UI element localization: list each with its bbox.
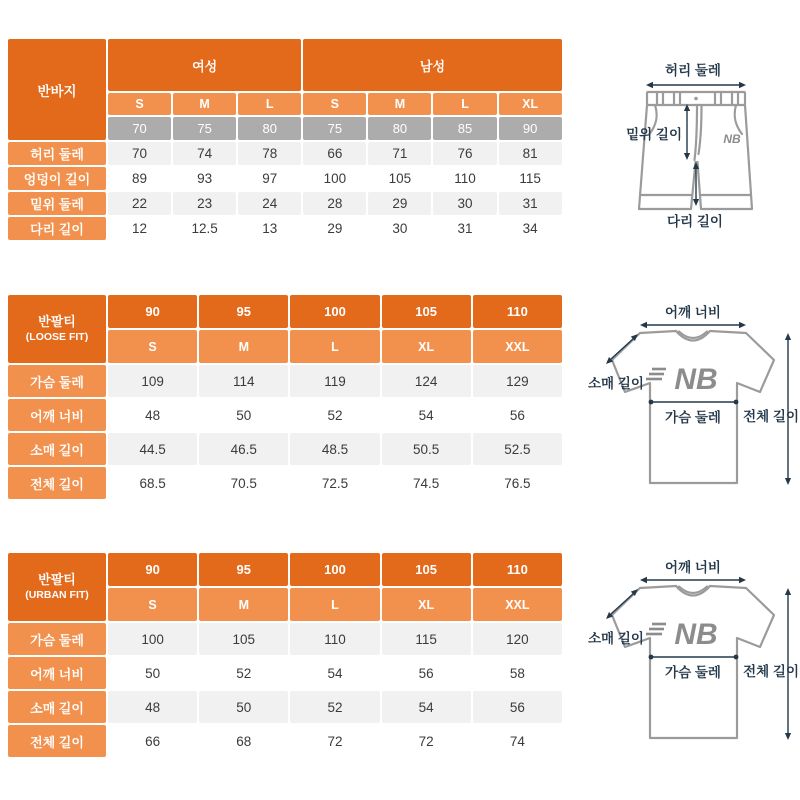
- value-cell: 76.5: [473, 467, 562, 499]
- value-cell: 34: [499, 217, 562, 240]
- table-row: [8, 433, 562, 465]
- value-cell: 22: [108, 192, 171, 215]
- numeric-size-header-cell: 110: [473, 553, 562, 586]
- value-cell: 68: [199, 725, 288, 757]
- length-label: 전체 길이: [743, 664, 799, 679]
- row-label-cell: 어깨 너비: [8, 399, 106, 431]
- value-cell: 58: [473, 657, 562, 689]
- numeric-size-header-cell: 90: [108, 553, 197, 586]
- numeric-size-cell: 80: [238, 117, 301, 140]
- value-cell: 52: [290, 691, 379, 723]
- size-header-cell: S: [108, 330, 197, 363]
- size-header-cell: L: [290, 330, 379, 363]
- value-cell: 12: [108, 217, 171, 240]
- value-cell: 105: [368, 167, 431, 190]
- value-cell: 44.5: [108, 433, 197, 465]
- value-cell: 93: [173, 167, 236, 190]
- value-cell: 100: [108, 623, 197, 655]
- table-row: [8, 365, 562, 397]
- tshirt-outline: [612, 586, 774, 738]
- size-header-cell: L: [290, 588, 379, 621]
- numeric-size-header-cell: 90: [108, 295, 197, 328]
- shoulder-label: 어깨 너비: [665, 560, 721, 575]
- size-header-cell: S: [108, 588, 197, 621]
- tshirt-diagram-loose: [588, 298, 800, 513]
- value-cell: 97: [238, 167, 301, 190]
- value-cell: 74: [473, 725, 562, 757]
- table-row: [8, 467, 562, 499]
- value-cell: 115: [499, 167, 562, 190]
- size-header-cell: M: [173, 93, 236, 115]
- chest-label: 가슴 둘레: [665, 665, 721, 680]
- value-cell: 50: [108, 657, 197, 689]
- rise-arrow: [684, 104, 690, 160]
- value-cell: 48: [108, 399, 197, 431]
- value-cell: 30: [368, 217, 431, 240]
- shoulder-arrow: [640, 322, 746, 329]
- shoulder-label: 어깨 너비: [665, 305, 721, 320]
- value-cell: 46.5: [199, 433, 288, 465]
- svg-text:NB: NB: [674, 618, 718, 651]
- value-cell: 68.5: [108, 467, 197, 499]
- chest-label: 가슴 둘레: [665, 410, 721, 425]
- waist-button: [694, 97, 698, 101]
- value-cell: 52.5: [473, 433, 562, 465]
- table-row: [8, 399, 562, 431]
- table-title-line1: 반팔티: [38, 314, 76, 330]
- value-cell: 48.5: [290, 433, 379, 465]
- table-title-cell: [8, 553, 106, 621]
- numeric-size-cell: 80: [368, 117, 431, 140]
- row-label-cell: 어깨 너비: [8, 657, 106, 689]
- row-label-cell: 소매 길이: [8, 691, 106, 723]
- size-header-cell: L: [433, 93, 496, 115]
- value-cell: 110: [290, 623, 379, 655]
- group-header-cell: 여성: [108, 39, 301, 91]
- value-cell: 66: [108, 725, 197, 757]
- row-label-cell: 가슴 둘레: [8, 623, 106, 655]
- shorts-figure: [595, 42, 795, 242]
- nb-logo: [646, 618, 718, 651]
- value-cell: 115: [382, 623, 471, 655]
- sleeve-arrow: [606, 589, 638, 619]
- nb-logo: NB: [723, 132, 741, 146]
- value-cell: 74: [173, 142, 236, 165]
- table-row: [8, 217, 562, 240]
- value-cell: 100: [303, 167, 366, 190]
- value-cell: 81: [499, 142, 562, 165]
- size-header-cell: XL: [382, 330, 471, 363]
- shoulder-arrow: [640, 577, 746, 584]
- value-cell: 70: [108, 142, 171, 165]
- shorts-size-table: [6, 37, 564, 242]
- row-label-cell: 가슴 둘레: [8, 365, 106, 397]
- row-label-cell: 허리 둘레: [8, 142, 106, 165]
- waist-arrow: [646, 82, 746, 89]
- row-label-cell: 전체 길이: [8, 467, 106, 499]
- tshirt-figure: [588, 553, 800, 768]
- value-cell: 129: [473, 365, 562, 397]
- size-header-cell: XXL: [473, 330, 562, 363]
- value-cell: 23: [173, 192, 236, 215]
- chest-line: [649, 400, 739, 405]
- size-header-cell: S: [108, 93, 171, 115]
- svg-text:NB: NB: [674, 363, 718, 396]
- numeric-size-header-cell: 100: [290, 295, 379, 328]
- table-row: [8, 142, 562, 165]
- size-header-cell: L: [238, 93, 301, 115]
- size-header-cell: M: [368, 93, 431, 115]
- table-title-line1: 반팔티: [38, 572, 76, 588]
- value-cell: 48: [108, 691, 197, 723]
- value-cell: 54: [290, 657, 379, 689]
- sleeve-label: 소매 길이: [588, 376, 644, 391]
- value-cell: 109: [108, 365, 197, 397]
- value-cell: 12.5: [173, 217, 236, 240]
- numeric-size-cell: 90: [499, 117, 562, 140]
- value-cell: 54: [382, 399, 471, 431]
- value-cell: 105: [199, 623, 288, 655]
- value-cell: 119: [290, 365, 379, 397]
- tshirt-outline: [612, 331, 774, 483]
- value-cell: 52: [290, 399, 379, 431]
- size-header-cell: M: [199, 330, 288, 363]
- group-header-cell: 남성: [303, 39, 561, 91]
- numeric-size-cell: 70: [108, 117, 171, 140]
- tshirt-figure: [588, 298, 800, 513]
- value-cell: 56: [382, 657, 471, 689]
- table-row: [8, 691, 562, 723]
- value-cell: 56: [473, 399, 562, 431]
- numeric-size-header-cell: 105: [382, 553, 471, 586]
- value-cell: 89: [108, 167, 171, 190]
- numeric-size-header-cell: 105: [382, 295, 471, 328]
- tshirt-diagram-urban: [588, 553, 800, 768]
- size-header-cell: XL: [499, 93, 562, 115]
- value-cell: 31: [499, 192, 562, 215]
- size-header-cell: XL: [382, 588, 471, 621]
- value-cell: 56: [473, 691, 562, 723]
- row-label-cell: 엉덩이 길이: [8, 167, 106, 190]
- value-cell: 13: [238, 217, 301, 240]
- nb-logo: [646, 363, 718, 396]
- row-label-cell: 밑위 둘레: [8, 192, 106, 215]
- value-cell: 28: [303, 192, 366, 215]
- value-cell: 29: [303, 217, 366, 240]
- size-header-cell: S: [303, 93, 366, 115]
- value-cell: 52: [199, 657, 288, 689]
- numeric-size-header-cell: 100: [290, 553, 379, 586]
- tshirt-urban-size-table: [6, 551, 564, 759]
- value-cell: 78: [238, 142, 301, 165]
- row-label-cell: 전체 길이: [8, 725, 106, 757]
- value-cell: 74.5: [382, 467, 471, 499]
- numeric-size-header-cell: 95: [199, 553, 288, 586]
- value-cell: 124: [382, 365, 471, 397]
- value-cell: 114: [199, 365, 288, 397]
- value-cell: 72: [290, 725, 379, 757]
- rise-label: 밑위 길이: [626, 127, 682, 142]
- value-cell: 72.5: [290, 467, 379, 499]
- numeric-size-cell: 75: [303, 117, 366, 140]
- row-label-cell: 다리 길이: [8, 217, 106, 240]
- numeric-size-header-cell: 95: [199, 295, 288, 328]
- value-cell: 31: [433, 217, 496, 240]
- value-cell: 50: [199, 691, 288, 723]
- value-cell: 76: [433, 142, 496, 165]
- table-title-line2: (URBAN FIT): [25, 588, 89, 601]
- numeric-size-cell: 85: [433, 117, 496, 140]
- value-cell: 110: [433, 167, 496, 190]
- numeric-size-header-cell: 110: [473, 295, 562, 328]
- table-title-line2: (LOOSE FIT): [25, 330, 89, 343]
- shorts-diagram: [595, 42, 795, 242]
- leg-label: 다리 길이: [667, 214, 723, 229]
- value-cell: 120: [473, 623, 562, 655]
- table-row: [8, 657, 562, 689]
- value-cell: 66: [303, 142, 366, 165]
- tshirt-loose-size-table: [6, 293, 564, 501]
- value-cell: 72: [382, 725, 471, 757]
- size-header-cell: M: [199, 588, 288, 621]
- chest-line: [649, 655, 739, 660]
- value-cell: 54: [382, 691, 471, 723]
- row-label-cell: 소매 길이: [8, 433, 106, 465]
- sleeve-label: 소매 길이: [588, 631, 644, 646]
- waist-label: 허리 둘레: [665, 63, 721, 78]
- table-title-cell: 반바지: [8, 39, 106, 140]
- table-row: [8, 725, 562, 757]
- table-row: [8, 167, 562, 190]
- value-cell: 50: [199, 399, 288, 431]
- value-cell: 50.5: [382, 433, 471, 465]
- table-title-cell: [8, 295, 106, 363]
- numeric-size-cell: 75: [173, 117, 236, 140]
- sleeve-arrow: [606, 334, 638, 364]
- value-cell: 70.5: [199, 467, 288, 499]
- value-cell: 29: [368, 192, 431, 215]
- table-row: [8, 623, 562, 655]
- value-cell: 71: [368, 142, 431, 165]
- value-cell: 30: [433, 192, 496, 215]
- table-row: [8, 192, 562, 215]
- value-cell: 24: [238, 192, 301, 215]
- length-label: 전체 길이: [743, 409, 799, 424]
- size-header-cell: XXL: [473, 588, 562, 621]
